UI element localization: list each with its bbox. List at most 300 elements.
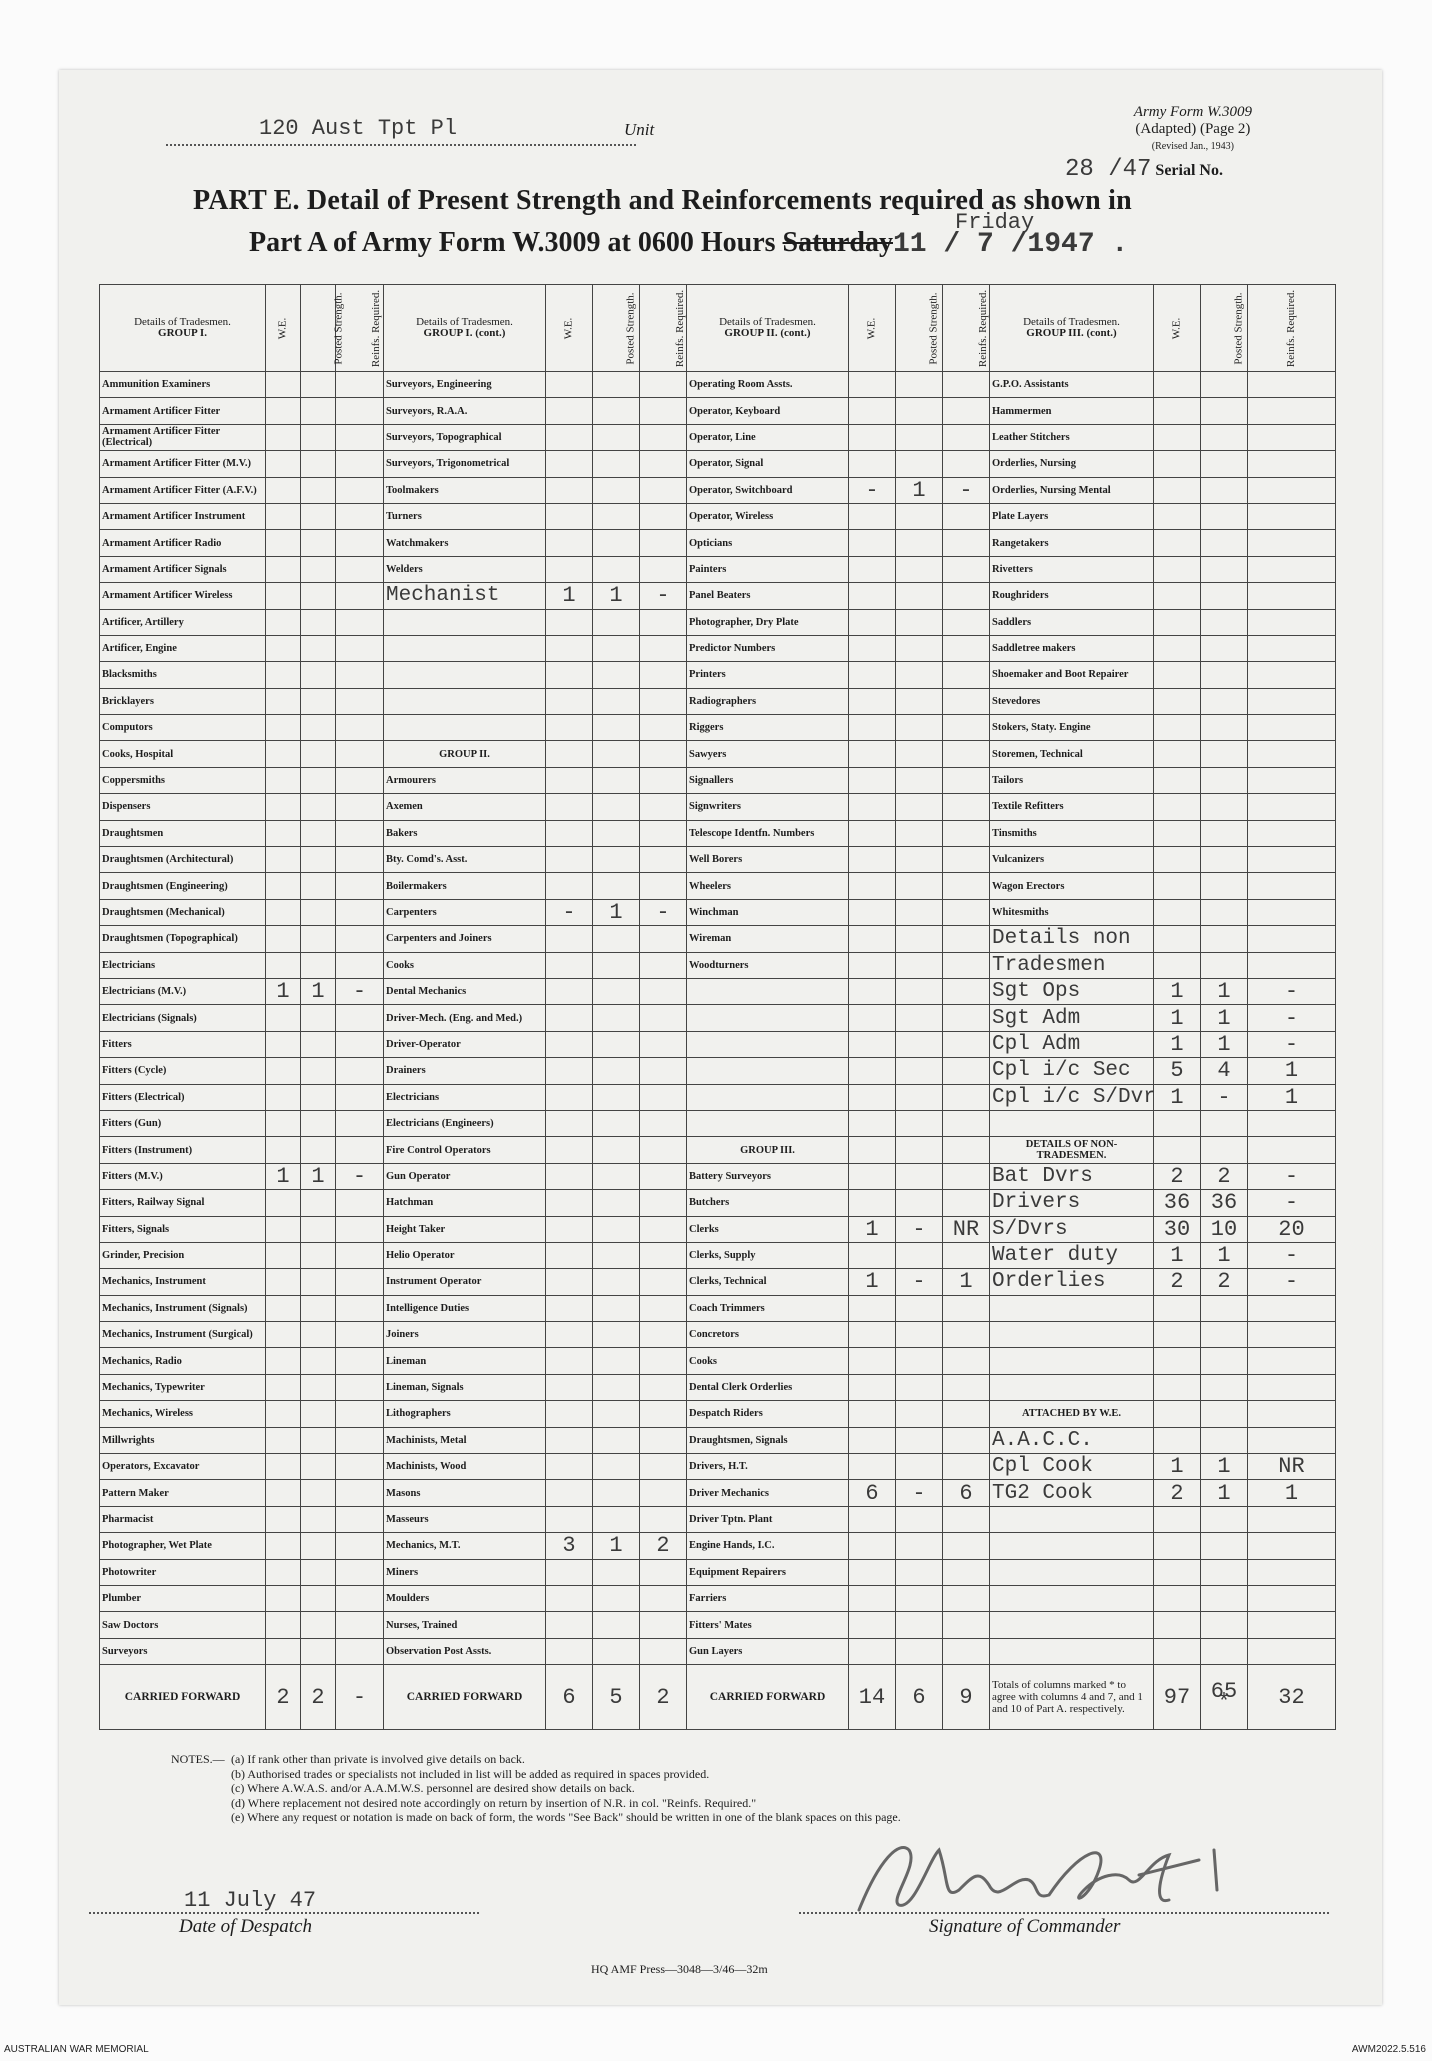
strength-value <box>1154 1638 1201 1664</box>
strength-value <box>266 688 301 714</box>
strength-value <box>896 1612 943 1638</box>
strength-value <box>943 372 990 398</box>
trade-label: Armament Artificer Fitter <box>100 398 266 424</box>
strength-value <box>546 978 593 1004</box>
trade-label: Operator, Line <box>687 424 849 450</box>
strength-value <box>1154 1110 1201 1136</box>
strength-value <box>943 662 990 688</box>
strength-value <box>593 1374 640 1400</box>
strength-value <box>266 556 301 582</box>
strength-value <box>849 662 896 688</box>
strength-value <box>266 1190 301 1216</box>
table-row <box>100 952 1336 978</box>
strength-value <box>1201 1110 1248 1136</box>
strength-value: 2 <box>1154 1269 1201 1295</box>
strength-value <box>1201 503 1248 529</box>
trade-label: Wagon Erectors <box>990 873 1154 899</box>
trade-label: Winchman <box>687 899 849 925</box>
trade-label: Draughtsmen <box>100 820 266 846</box>
strength-value <box>849 767 896 793</box>
strength-value <box>301 1348 336 1374</box>
trade-label: Leather Stitchers <box>990 424 1154 450</box>
strength-value <box>301 635 336 661</box>
strength-value <box>301 398 336 424</box>
strength-value: - <box>1248 1190 1336 1216</box>
strength-value <box>943 1454 990 1480</box>
strength-value <box>266 794 301 820</box>
strength-value <box>593 1110 640 1136</box>
strength-value <box>266 1084 301 1110</box>
table-row <box>100 1137 1336 1163</box>
strength-value <box>640 688 687 714</box>
strength-value <box>266 847 301 873</box>
strength-value <box>943 873 990 899</box>
strength-table <box>99 284 1336 1730</box>
table-row <box>100 1058 1336 1084</box>
trade-label: Battery Surveyors <box>687 1163 849 1189</box>
strength-value: 1 <box>593 899 640 925</box>
strength-value <box>546 1559 593 1585</box>
col-details-g1c: Details of Tradesmen. GROUP I. (cont.) <box>384 285 546 372</box>
strength-value: - <box>336 978 384 1004</box>
strength-value <box>336 1031 384 1057</box>
strength-value <box>593 556 640 582</box>
trade-label: ATTACHED BY W.E. <box>990 1401 1154 1427</box>
table-row <box>100 873 1336 899</box>
strength-value <box>943 451 990 477</box>
strength-value <box>336 662 384 688</box>
strength-value <box>640 1559 687 1585</box>
strength-value <box>849 1533 896 1559</box>
strength-value <box>336 556 384 582</box>
cf-label: CARRIED FORWARD <box>687 1665 849 1730</box>
strength-value <box>943 1506 990 1532</box>
trade-label: Lineman, Signals <box>384 1374 546 1400</box>
strength-value <box>1201 583 1248 609</box>
strength-value <box>1248 1348 1336 1374</box>
strength-value <box>943 1374 990 1400</box>
strength-value <box>266 372 301 398</box>
strength-value: 1 <box>1154 1454 1201 1480</box>
trade-label: Panel Beaters <box>687 583 849 609</box>
strength-value <box>1248 530 1336 556</box>
trade-label: Toolmakers <box>384 477 546 503</box>
strength-value <box>336 451 384 477</box>
strength-value <box>943 1242 990 1268</box>
despatch-label: Date of Despatch <box>179 1916 312 1937</box>
strength-value <box>1248 741 1336 767</box>
strength-value <box>640 530 687 556</box>
strength-value: 1 <box>1201 1242 1248 1268</box>
unit-label: Unit <box>624 120 655 139</box>
strength-value: - <box>640 583 687 609</box>
strength-value <box>546 1638 593 1664</box>
trade-label: Electricians <box>100 952 266 978</box>
strength-value: 1 <box>896 477 943 503</box>
strength-value <box>896 1110 943 1136</box>
strength-value <box>593 1348 640 1374</box>
strength-value <box>1201 1348 1248 1374</box>
strength-value <box>546 635 593 661</box>
strength-value <box>1201 1374 1248 1400</box>
strength-value <box>301 1137 336 1163</box>
trade-label: Artificer, Artillery <box>100 609 266 635</box>
table-row <box>100 847 1336 873</box>
strength-value <box>593 398 640 424</box>
strength-value <box>896 873 943 899</box>
strength-value <box>640 609 687 635</box>
trade-label: Roughriders <box>990 583 1154 609</box>
trade-label <box>990 1374 1154 1400</box>
printer-imprint: HQ AMF Press—3048—3/46—32m <box>591 1962 768 1976</box>
strength-value <box>943 926 990 952</box>
strength-value <box>266 1110 301 1136</box>
strength-value <box>336 477 384 503</box>
trade-label: Painters <box>687 556 849 582</box>
trade-label: Armament Artificer Signals <box>100 556 266 582</box>
trade-label: Cooks <box>384 952 546 978</box>
strength-value <box>593 1401 640 1427</box>
strength-value: 20 <box>1248 1216 1336 1242</box>
trade-label: Operating Room Assts. <box>687 372 849 398</box>
strength-value <box>1248 1322 1336 1348</box>
strength-value <box>593 530 640 556</box>
strength-value <box>301 503 336 529</box>
trade-label: Tinsmiths <box>990 820 1154 846</box>
trade-label: Fitters, Signals <box>100 1216 266 1242</box>
strength-value <box>266 1005 301 1031</box>
strength-value <box>1248 1559 1336 1585</box>
strength-value <box>943 1110 990 1136</box>
strength-value <box>943 1533 990 1559</box>
strength-value: 1 <box>1201 1480 1248 1506</box>
strength-value <box>896 1427 943 1453</box>
table-row <box>100 451 1336 477</box>
trade-label <box>687 1031 849 1057</box>
despatch-line <box>89 1912 479 1914</box>
strength-value <box>943 847 990 873</box>
strength-value <box>1248 1374 1336 1400</box>
strength-value <box>593 1506 640 1532</box>
table-row <box>100 741 1336 767</box>
strength-value <box>896 503 943 529</box>
strength-value: - <box>1248 1269 1336 1295</box>
strength-value <box>640 1401 687 1427</box>
trade-label: Draughtsmen (Topographical) <box>100 926 266 952</box>
table-row <box>100 1163 1336 1189</box>
strength-value <box>1248 424 1336 450</box>
strength-value <box>266 1401 301 1427</box>
trade-label: Fitters' Mates <box>687 1612 849 1638</box>
strength-value <box>1154 1506 1201 1532</box>
note-item: (e) Where any request or notation is made on back of form, the words "See Back" should be written in one of the blank spaces on this page. <box>231 1810 901 1824</box>
trade-label: Sgt Ops <box>990 978 1154 1004</box>
strength-value <box>640 556 687 582</box>
strength-value <box>896 952 943 978</box>
trade-label <box>687 1005 849 1031</box>
strength-value <box>546 1084 593 1110</box>
strength-value: - <box>1248 1031 1336 1057</box>
strength-value: - <box>640 899 687 925</box>
strength-value <box>301 1427 336 1453</box>
strength-value <box>1154 1295 1201 1321</box>
strength-value <box>336 873 384 899</box>
strength-value <box>336 847 384 873</box>
trade-label: Mechanics, M.T. <box>384 1533 546 1559</box>
trade-label: Electricians (M.V.) <box>100 978 266 1004</box>
cf-value: 2 <box>640 1665 687 1730</box>
strength-value <box>546 794 593 820</box>
strength-value <box>593 1163 640 1189</box>
despatch-date: 11 July 47 <box>184 1888 317 1913</box>
strength-value <box>266 1480 301 1506</box>
trade-label: Driver-Operator <box>384 1031 546 1057</box>
strength-value <box>943 1427 990 1453</box>
strength-value <box>943 1163 990 1189</box>
strength-value: - <box>896 1480 943 1506</box>
cf-value: 14 <box>849 1665 896 1730</box>
trade-label: Cooks <box>687 1348 849 1374</box>
strength-value: 1 <box>546 583 593 609</box>
strength-value: - <box>896 1269 943 1295</box>
strength-value <box>640 715 687 741</box>
strength-value <box>896 794 943 820</box>
strength-value <box>1201 767 1248 793</box>
trade-label: Armament Artificer Radio <box>100 530 266 556</box>
strength-value <box>943 767 990 793</box>
strength-value <box>546 847 593 873</box>
strength-value <box>849 952 896 978</box>
strength-value <box>849 583 896 609</box>
strength-value <box>1154 662 1201 688</box>
strength-value <box>593 873 640 899</box>
strength-value <box>593 847 640 873</box>
trade-label: Drivers <box>990 1190 1154 1216</box>
strength-value: 1 <box>849 1269 896 1295</box>
strength-value <box>896 372 943 398</box>
strength-value <box>266 1559 301 1585</box>
table-row <box>100 424 1336 450</box>
trade-label: Ammunition Examiners <box>100 372 266 398</box>
strength-value <box>1154 1374 1201 1400</box>
strength-value <box>593 1585 640 1611</box>
strength-value <box>640 1612 687 1638</box>
strength-value <box>1154 847 1201 873</box>
strength-value <box>301 1480 336 1506</box>
strength-value <box>943 1401 990 1427</box>
trade-label: DETAILS OF NON-TRADESMEN. <box>990 1137 1154 1163</box>
trade-label: Driver Tptn. Plant <box>687 1506 849 1532</box>
strength-value <box>640 1163 687 1189</box>
strength-value <box>1248 688 1336 714</box>
strength-value <box>266 662 301 688</box>
strength-value: NR <box>1248 1454 1336 1480</box>
strength-value <box>266 1137 301 1163</box>
strength-value <box>1248 583 1336 609</box>
trade-label: Coppersmiths <box>100 767 266 793</box>
cf-value: 97 <box>1154 1665 1201 1730</box>
cf-value: 6 <box>896 1665 943 1730</box>
strength-value <box>546 609 593 635</box>
strength-value <box>1248 1638 1336 1664</box>
trade-label: Carpenters <box>384 899 546 925</box>
strength-value <box>546 1348 593 1374</box>
trade-label: Sgt Adm <box>990 1005 1154 1031</box>
strength-value <box>546 398 593 424</box>
strength-value: 1 <box>266 1163 301 1189</box>
strength-value <box>1154 609 1201 635</box>
strength-value <box>593 715 640 741</box>
trade-label: Clerks <box>687 1216 849 1242</box>
strength-value <box>336 398 384 424</box>
trade-label: Saddlers <box>990 609 1154 635</box>
strength-value <box>301 477 336 503</box>
strength-value <box>849 794 896 820</box>
strength-value <box>640 873 687 899</box>
cf-value: 5 <box>593 1665 640 1730</box>
strength-value <box>336 1427 384 1453</box>
strength-value <box>301 1506 336 1532</box>
strength-value <box>301 926 336 952</box>
trade-label: S/Dvrs <box>990 1216 1154 1242</box>
strength-value <box>336 1612 384 1638</box>
trade-label: Sawyers <box>687 741 849 767</box>
strength-value <box>849 1374 896 1400</box>
strength-value: 1 <box>301 1163 336 1189</box>
trade-label: Surveyors, Trigonometrical <box>384 451 546 477</box>
strength-value <box>896 715 943 741</box>
strength-value <box>943 741 990 767</box>
strength-value: NR <box>943 1216 990 1242</box>
trade-label: Signallers <box>687 767 849 793</box>
strength-value <box>849 1348 896 1374</box>
strength-value <box>593 820 640 846</box>
strength-value <box>1248 715 1336 741</box>
strength-value <box>1154 398 1201 424</box>
table-row <box>100 1190 1336 1216</box>
strength-value <box>546 1058 593 1084</box>
strength-value <box>1201 530 1248 556</box>
strength-value: - <box>896 1216 943 1242</box>
strength-value <box>1248 847 1336 873</box>
trade-label: Stokers, Staty. Engine <box>990 715 1154 741</box>
serial-label: Serial No. <box>1155 162 1223 179</box>
strength-value <box>849 741 896 767</box>
table-row <box>100 899 1336 925</box>
trade-label: Operator, Keyboard <box>687 398 849 424</box>
strength-value <box>943 899 990 925</box>
strength-value <box>593 767 640 793</box>
trade-label: Clerks, Technical <box>687 1269 849 1295</box>
strength-value <box>640 1216 687 1242</box>
strength-value <box>336 424 384 450</box>
strength-value <box>640 1084 687 1110</box>
strength-value <box>336 899 384 925</box>
trade-label: Plate Layers <box>990 503 1154 529</box>
strength-value <box>336 1269 384 1295</box>
strength-value <box>896 1506 943 1532</box>
strength-value <box>896 583 943 609</box>
trade-label <box>384 715 546 741</box>
strength-value <box>849 1585 896 1611</box>
strength-value: 1 <box>593 1533 640 1559</box>
trade-label: Engine Hands, I.C. <box>687 1533 849 1559</box>
note-item: (a) If rank other than private is involved give details on back. <box>231 1752 525 1766</box>
strength-value <box>943 1612 990 1638</box>
strength-value <box>336 767 384 793</box>
col-details-g3c: Details of Tradesmen. GROUP III. (cont.) <box>990 285 1154 372</box>
strength-value <box>1154 451 1201 477</box>
strength-value: 2 <box>1201 1163 1248 1189</box>
strength-value <box>546 688 593 714</box>
strength-value <box>266 715 301 741</box>
unit-value: 120 Aust Tpt Pl <box>259 116 458 141</box>
strength-value <box>896 1190 943 1216</box>
table-row <box>100 1585 1336 1611</box>
strength-value <box>266 398 301 424</box>
strength-value <box>546 1454 593 1480</box>
trade-label: Orderlies <box>990 1269 1154 1295</box>
strength-value <box>266 1216 301 1242</box>
strength-value <box>266 477 301 503</box>
cf-value: 9 <box>943 1665 990 1730</box>
strength-value <box>336 1216 384 1242</box>
trade-label: GROUP II. <box>384 741 546 767</box>
trade-label: Vulcanizers <box>990 847 1154 873</box>
strength-value <box>896 609 943 635</box>
strength-value <box>301 1559 336 1585</box>
strength-value <box>266 1031 301 1057</box>
notes-label: NOTES.— <box>171 1752 225 1766</box>
strength-value <box>1154 1427 1201 1453</box>
strength-value: 1 <box>301 978 336 1004</box>
trade-label: Mechanics, Instrument <box>100 1269 266 1295</box>
strength-value <box>896 1348 943 1374</box>
strength-value <box>266 1612 301 1638</box>
strength-value <box>640 820 687 846</box>
trade-label: Photographer, Dry Plate <box>687 609 849 635</box>
strength-value: 30 <box>1154 1216 1201 1242</box>
trade-label <box>687 1084 849 1110</box>
strength-value <box>1201 556 1248 582</box>
strength-value <box>849 1110 896 1136</box>
strength-value <box>336 1295 384 1321</box>
strength-value <box>301 372 336 398</box>
strength-value <box>640 926 687 952</box>
trade-label: Photowriter <box>100 1559 266 1585</box>
cf-label: CARRIED FORWARD <box>384 1665 546 1730</box>
strength-value <box>266 952 301 978</box>
strength-value <box>943 952 990 978</box>
title-day-typed: Friday <box>955 210 1035 235</box>
strength-value <box>336 635 384 661</box>
strength-value <box>943 635 990 661</box>
table-row <box>100 1322 1336 1348</box>
strength-value <box>546 1242 593 1268</box>
trade-label: Bat Dvrs <box>990 1163 1154 1189</box>
trade-label: Photographer, Wet Plate <box>100 1533 266 1559</box>
col-we: W.E. <box>266 285 301 372</box>
trade-label: Water duty <box>990 1242 1154 1268</box>
trade-label: Drainers <box>384 1058 546 1084</box>
strength-value <box>1154 767 1201 793</box>
trade-label: Bricklayers <box>100 688 266 714</box>
strength-value <box>849 688 896 714</box>
strength-value <box>640 1374 687 1400</box>
strength-value: 1 <box>1248 1480 1336 1506</box>
strength-value <box>266 1533 301 1559</box>
trade-label: Gun Operator <box>384 1163 546 1189</box>
